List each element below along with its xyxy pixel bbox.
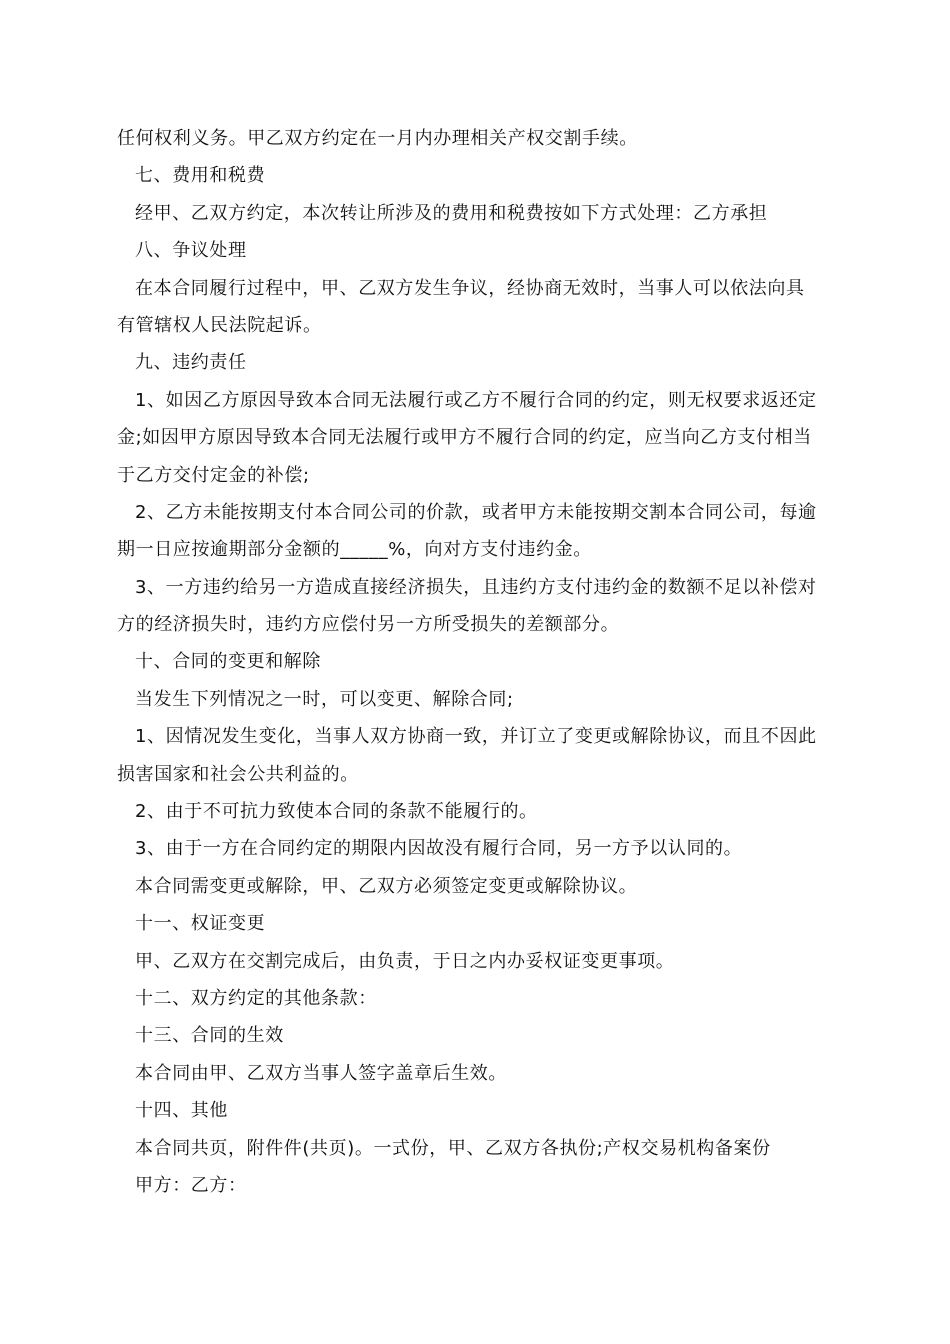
text-line: 2、乙方未能按期支付本合同公司的价款，或者甲方未能按期交割本合同公司，每逾 <box>135 501 817 523</box>
text-line: 期一日应按逾期部分金额的_____%，向对方支付违约金。 <box>117 539 592 561</box>
section-heading-liability: 九、违约责任 <box>135 352 247 374</box>
text-line: 经甲、乙双方约定，本次转让所涉及的费用和税费按如下方式处理：乙方承担 <box>135 202 768 224</box>
text-line: 1、如因乙方原因导致本合同无法履行或乙方不履行合同的约定，则无权要求返还定 <box>135 389 817 411</box>
document-body <box>117 120 835 1204</box>
text-line: 任何权利义务。甲乙双方约定在一月内办理相关产权交割手续。 <box>117 128 638 149</box>
text-line: 有管辖权人民法院起诉。 <box>117 314 322 336</box>
signature-line: 甲方：乙方： <box>135 1174 247 1196</box>
section-heading-fees-taxes: 七、费用和税费 <box>135 165 266 187</box>
text-line: 2、由于不可抗力致使本合同的条款不能履行的。 <box>135 801 538 823</box>
text-line: 甲、乙双方在交割完成后，由负责，于日之内办妥权证变更事项。 <box>135 950 675 972</box>
text-line: 本合同由甲、乙双方当事人签字盖章后生效。 <box>135 1062 507 1084</box>
text-line: 本合同共页，附件件(共页)。一式份，甲、乙双方各执份;产权交易机构备案份 <box>135 1137 771 1159</box>
text-line: 1、因情况发生变化，当事人双方协商一致，并订立了变更或解除协议，而且不因此 <box>135 726 817 748</box>
section-heading-title-change: 十一、权证变更 <box>135 913 266 935</box>
text-line: 于乙方交付定金的补偿; <box>117 464 310 486</box>
text-line: 本合同需变更或解除，甲、乙双方必须签定变更或解除协议。 <box>135 875 638 897</box>
section-heading-change-termination: 十、合同的变更和解除 <box>135 651 321 673</box>
text-line: 3、一方违约给另一方造成直接经济损失，且违约方支付违约金的数额不足以补偿对 <box>135 576 817 598</box>
section-heading-dispute: 八、争议处理 <box>135 240 247 262</box>
text-line: 损害国家和社会公共利益的。 <box>117 763 359 785</box>
text-line: 在本合同履行过程中，甲、乙双方发生争议，经协商无效时，当事人可以依法向具 <box>135 277 805 299</box>
section-heading-miscellaneous: 十四、其他 <box>135 1100 228 1122</box>
section-heading-effectiveness: 十三、合同的生效 <box>135 1025 284 1047</box>
text-line: 3、由于一方在合同约定的期限内因故没有履行合同，另一方予以认同的。 <box>135 838 743 860</box>
section-heading-other-terms: 十二、双方约定的其他条款： <box>135 987 377 1009</box>
text-line: 金;如因甲方原因导致本合同无法履行或甲方不履行合同的约定，应当向乙方支付相当 <box>117 427 812 449</box>
text-line: 当发生下列情况之一时，可以变更、解除合同; <box>135 688 514 710</box>
text-line: 方的经济损失时，违约方应偿付另一方所受损失的差额部分。 <box>117 614 620 636</box>
